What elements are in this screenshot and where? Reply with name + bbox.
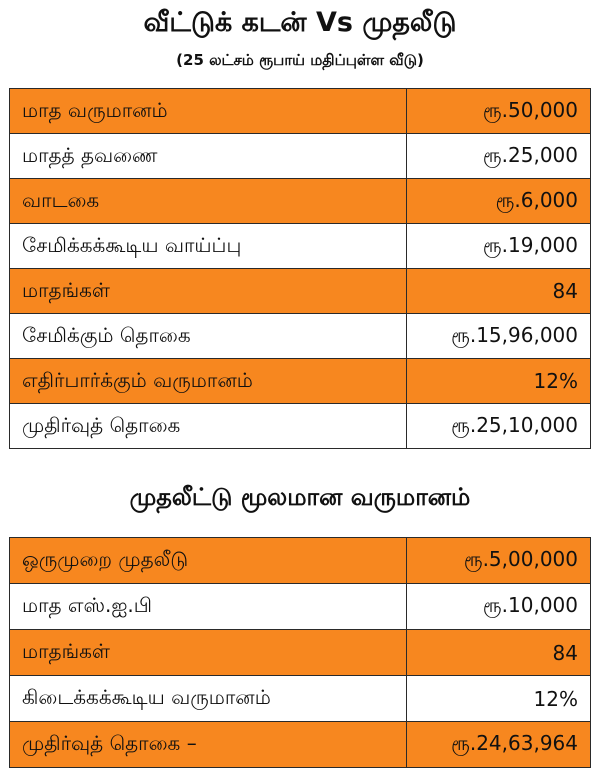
table-row [10,224,591,269]
row-label: மாத வருமானம் [10,89,407,134]
page-subtitle: (25 லட்சம் ரூபாய் மதிப்புள்ள வீடு) [176,51,424,69]
table-row [10,584,591,630]
table-row [10,314,591,359]
row-value: 84 [407,630,591,676]
row-value: 12% [407,676,591,722]
row-value: 12% [407,359,591,404]
row-value: ரூ.6,000 [407,179,591,224]
row-value: ரூ.10,000 [407,584,591,630]
row-label: எதிர்பார்க்கும் வருமானம் [10,359,407,404]
table-row [10,630,591,676]
table-row [10,134,591,179]
table-row [10,404,591,449]
row-label: மாதத் தவணை [10,134,407,179]
row-label: மாதங்கள் [10,269,407,314]
row-value: 84 [407,269,591,314]
table-row [10,722,591,768]
row-label: வாடகை [10,179,407,224]
row-value: ரூ.19,000 [407,224,591,269]
row-value: ரூ.25,000 [407,134,591,179]
table-row [10,538,591,584]
table-row [10,179,591,224]
row-label: மாத எஸ்.ஐ.பி [10,584,407,630]
row-value: ரூ.15,96,000 [407,314,591,359]
section-title: முதலீட்டு மூலமான வருமானம் [129,483,471,511]
row-label: கிடைக்கக்கூடிய வருமானம் [10,676,407,722]
row-value: ரூ.50,000 [407,89,591,134]
row-value: ரூ.25,10,000 [407,404,591,449]
row-label: மாதங்கள் [10,630,407,676]
table-row [10,676,591,722]
row-value: ரூ.5,00,000 [407,538,591,584]
investment-table [9,537,591,768]
table-row [10,89,591,134]
table-row [10,269,591,314]
row-label: சேமிக்கக்கூடிய வாய்ப்பு [10,224,407,269]
table-row [10,359,591,404]
row-label: சேமிக்கும் தொகை [10,314,407,359]
home-loan-table [9,88,591,449]
row-value: ரூ.24,63,964 [407,722,591,768]
row-label: முதிர்வுத் தொகை – [10,722,407,768]
row-label: ஒருமுறை முதலீடு [10,538,407,584]
row-label: முதிர்வுத் தொகை [10,404,407,449]
page-title: வீட்டுக் கடன் Vs முதலீடு [143,7,457,38]
